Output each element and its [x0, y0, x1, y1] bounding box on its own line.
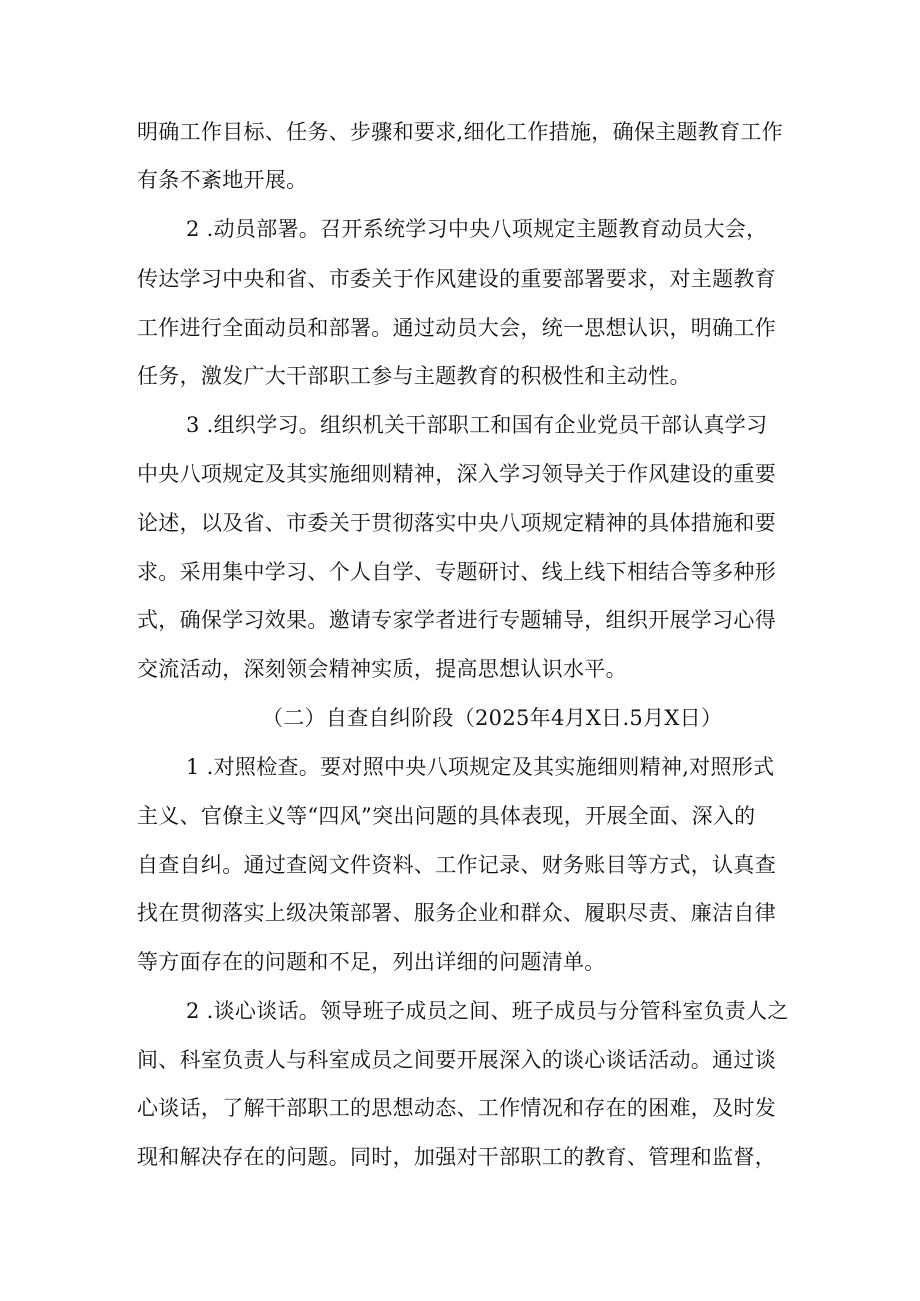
text-line: 交流活动，深刻领会精神实质，提高思想认识水平。: [137, 657, 627, 681]
text-line: 1 .对照检查。要对照中央八项规定及其实施细则精神,对照形式: [186, 755, 775, 779]
text-line: 等方面存在的问题和不足，列出详细的问题清单。: [137, 950, 606, 974]
text-line: 求。采用集中学习、个人自学、专题研讨、线上线下相结合等多种形: [137, 560, 776, 584]
text-line: 2 .动员部署。召开系统学习中央八项规定主题教育动员大会，: [186, 217, 768, 241]
text-line: 工作进行全面动员和部署。通过动员大会，统一思想认识，明确工作: [137, 316, 776, 340]
text-line: 明确工作目标、任务、步骤和要求,细化工作措施，确保主题教育工作: [137, 120, 783, 144]
text-line: 自查自纠。通过查阅文件资料、工作记录、财务账目等方式，认真查: [137, 853, 776, 877]
text-line: 任务，激发广大干部职工参与主题教育的积极性和主动性。: [137, 364, 691, 388]
text-line: 论述，以及省、市委关于贯彻落实中央八项规定精神的具体措施和要: [137, 511, 776, 535]
text-line: 有条不紊地开展。: [137, 168, 308, 192]
text-line: 心谈话，了解干部职工的思想动态、工作情况和存在的困难，及时发: [137, 1096, 776, 1120]
text-line: 中央八项规定及其实施细则精神，深入学习领导关于作风建设的重要: [137, 462, 776, 486]
section-heading: （二）自查自纠阶段（2025年4月X日.5月X日）: [262, 706, 723, 730]
text-line: 主义、官僚主义等“四风”突出问题的具体表现，开展全面、深入的: [137, 804, 756, 828]
text-line: 找在贯彻落实上级决策部署、服务企业和群众、履职尽责、廉洁自律: [137, 901, 776, 925]
text-line: 3 .组织学习。组织机关干部职工和国有企业党员干部认真学习: [186, 413, 768, 437]
text-line: 传达学习中央和省、市委关于作风建设的重要部署要求，对主题教育: [137, 267, 776, 291]
text-line: 间、科室负责人与科室成员之间要开展深入的谈心谈话活动。通过谈: [137, 1048, 776, 1072]
text-line: 2 .谈心谈话。领导班子成员之间、班子成员与分管科室负责人之: [186, 999, 789, 1023]
text-line: 式，确保学习效果。邀请专家学者进行专题辅导，组织开展学习心得: [137, 608, 776, 632]
text-line: 现和解决存在的问题。同时，加强对干部职工的教育、管理和监督，: [137, 1145, 776, 1169]
